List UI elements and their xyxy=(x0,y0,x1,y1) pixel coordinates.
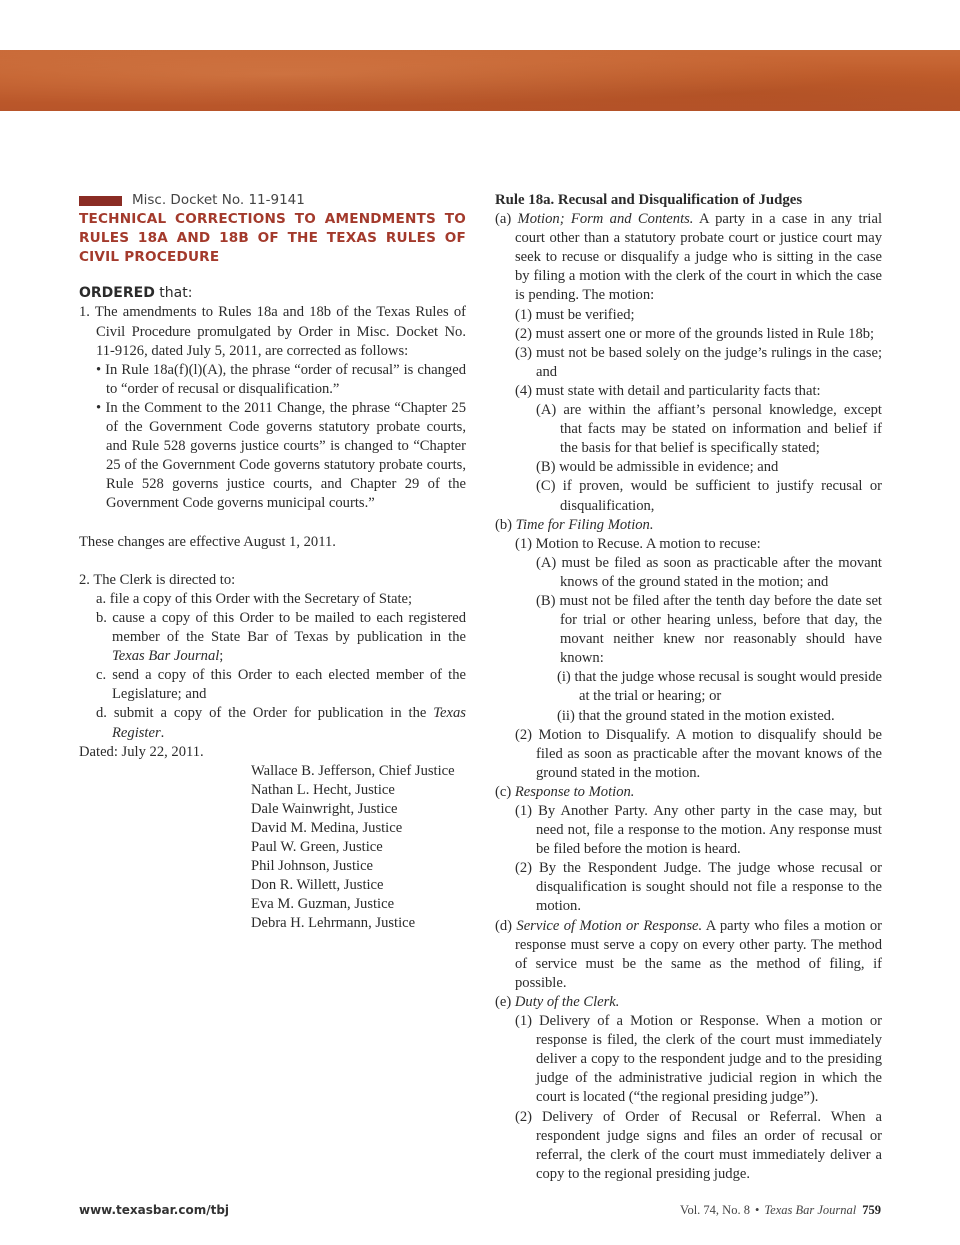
order-item-1: 1. The amendments to Rules 18a and 18b of the Texas Rules of Civil Procedure promulgated by Order in Misc. Docket No. 11-9126, dated July 5, 2011, are corrected as follows: xyxy=(79,304,466,359)
clerk-directive-c: c. send a copy of this Order to each elected member of the Legislature; and xyxy=(96,667,466,703)
footer-url[interactable]: www.texasbar.com/tbj xyxy=(79,1203,230,1217)
correction-bullet-2: • In the Comment to the 2011 Change, the phrase “Chapter 25 of the Government Code governs statutory probate courts, and Rule 528 governs justice courts” is changed to “Chapter 25 of the Government Code governs statutory probate courts, Rule 528 governs justice courts, and Chapter 29 of the Government Code governs municipal courts.” xyxy=(96,399,466,512)
left-column xyxy=(79,191,466,934)
footer-bullet: • xyxy=(754,1203,760,1217)
rule-item: (2) must assert one or more of the grounds listed in Rule 18b; xyxy=(515,325,875,342)
rule-section-b: (b) Time for Filing Motion. xyxy=(495,516,654,533)
docket-number: Misc. Docket No. 11-9141 xyxy=(132,192,305,208)
signature-line: Phil Johnson, Justice xyxy=(251,858,374,875)
rule-item: (2) By the Respondent Judge. The judge whose recusal or disqualification is sought should not file a response to the motion. xyxy=(515,860,882,915)
rule-title: Rule 18a. Recusal and Disqualification of Judges xyxy=(495,192,803,208)
ordered-line xyxy=(79,284,466,303)
rule-section-d: (d) Service of Motion or Response. A party who files a motion or response must serve a copy on every other party. The method of service must be the same as the method of filing, if possible. xyxy=(495,917,882,991)
rule-section-a: (a) Motion; Form and Contents. A party in a case in any trial court other than a statutory probate court or justice court may seek to recuse or disqualify a judge who is sitting in the case by filing a motion with the clerk of the court in which the case is pending. The motion: xyxy=(495,211,882,304)
order-heading: TECHNICAL CORRECTIONS TO AMENDMENTS TO RULES 18A AND 18B OF THE TEXAS RULES OF CIVIL PROCEDURE xyxy=(79,211,466,266)
rule-subitem: (A) must be filed as soon as practicable after the movant knows of the ground stated in the motion; and xyxy=(536,554,882,590)
rule-item: (1) Delivery of a Motion or Response. When a motion or response is filed, the clerk of the court must immediately deliver a copy to the respondent judge and to the presiding judge of the administrative judicial region in which the court is located (“the regional presiding judge”). xyxy=(515,1013,882,1106)
rule-item: (1) By Another Party. Any other party in the case may, but need not, file a response to the motion. Any response must be filed before the motion is heard. xyxy=(515,803,882,858)
rule-item: (1) Motion to Recuse. A motion to recuse: xyxy=(515,535,761,552)
signature-line: Eva M. Guzman, Justice xyxy=(251,896,395,913)
signature-line: Dale Wainwright, Justice xyxy=(251,800,398,817)
docket-marker xyxy=(79,196,122,206)
ordered-rest: that: xyxy=(154,285,193,302)
clerk-directive-b: b. cause a copy of this Order to be mailed to each registered member of the State Bar of Texas by publication in the Texas Bar Journal; xyxy=(96,609,466,665)
footer-journal: Texas Bar Journal xyxy=(764,1203,857,1217)
footer-volume: Vol. 74, No. 8 xyxy=(680,1203,750,1217)
rule-subitem: (A) are within the affiant’s personal knowledge, except that facts may be stated on information and belief if the basis for that belief is specifically stated; xyxy=(536,402,882,457)
signature-line: Don R. Willett, Justice xyxy=(251,877,384,894)
signature-line: Wallace B. Jefferson, Chief Justice xyxy=(251,762,455,779)
page-number: 759 xyxy=(862,1203,881,1217)
correction-bullet-1: • In Rule 18a(f)(l)(A), the phrase “order of recusal” is changed to “order of recusal or disqualification.” xyxy=(96,361,466,397)
dated-line: Dated: July 22, 2011. xyxy=(79,743,204,760)
rule-item: (1) must be verified; xyxy=(515,306,635,323)
rule-item: (3) must not be based solely on the judge’s rulings in the case; and xyxy=(515,344,882,380)
effective-date-text: These changes are effective August 1, 2011. xyxy=(79,533,336,550)
rule-item: (2) Motion to Disqualify. A motion to disqualify should be filed as soon as practicable after the movant knows of the ground stated in the motion. xyxy=(515,726,882,781)
signature-line: Nathan L. Hecht, Justice xyxy=(251,781,395,798)
rule-item: (4) must state with detail and particularity facts that: xyxy=(515,382,821,399)
rule-section-e: (e) Duty of the Clerk. xyxy=(495,993,620,1010)
rule-item: (2) Delivery of Order of Recusal or Referral. When a respondent judge signs and files an order of recusal or referral, the clerk of the court must immediately deliver a copy to the regional presiding judge. xyxy=(515,1108,882,1182)
docket-line xyxy=(79,191,466,210)
signature-line: Debra H. Lehrmann, Justice xyxy=(251,915,416,932)
rule-section-c: (c) Response to Motion. xyxy=(495,783,635,800)
signature-line: Paul W. Green, Justice xyxy=(251,839,383,856)
clerk-directive-d: d. submit a copy of the Order for publication in the Texas Register. xyxy=(96,705,466,741)
signature-block xyxy=(79,762,466,934)
clerk-directive-a: a. file a copy of this Order with the Secretary of State; xyxy=(96,590,413,607)
rule-subsubitem: (i) that the judge whose recusal is sought would preside at the trial or hearing; or xyxy=(557,669,882,705)
header-banner xyxy=(0,50,960,111)
rule-subsubitem: (ii) that the ground stated in the motion existed. xyxy=(557,707,835,724)
footer-page-info xyxy=(680,1202,881,1218)
ordered-bold: ORDERED xyxy=(79,285,155,302)
right-column xyxy=(495,191,882,1184)
rule-subitem: (B) must not be filed after the tenth day before the date set for trial or other hearing unless, before that day, the movant neither knew nor reasonably should have known: xyxy=(536,592,882,667)
signature-line: David M. Medina, Justice xyxy=(251,820,403,836)
rule-subitem: (B) would be admissible in evidence; and xyxy=(536,459,779,476)
rule-subitem: (C) if proven, would be sufficient to justify recusal or disqualification, xyxy=(536,478,882,514)
order-item-2: 2. The Clerk is directed to: xyxy=(79,571,236,588)
